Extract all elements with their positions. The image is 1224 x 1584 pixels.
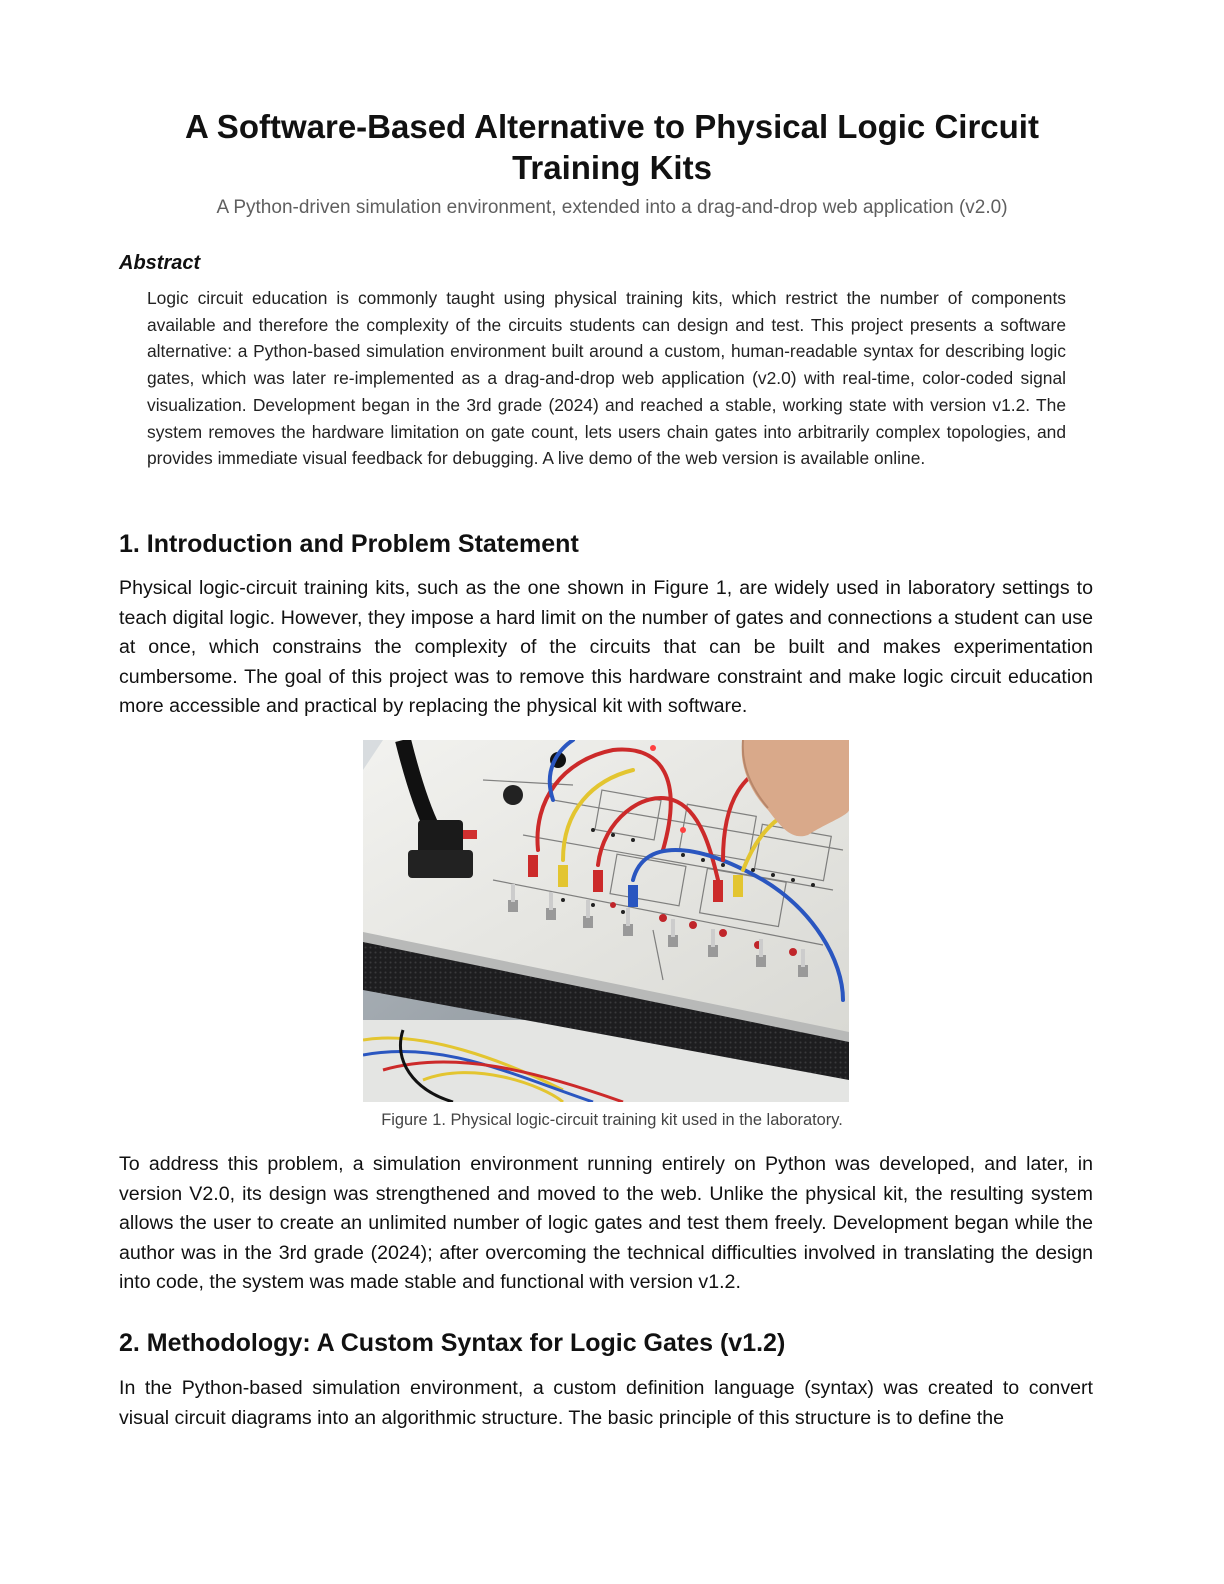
abstract-heading: Abstract	[119, 252, 201, 274]
figure-1-photo	[363, 740, 849, 1102]
section-2-heading: 2. Methodology: A Custom Syntax for Logic Gates (v1.2)	[119, 1329, 786, 1357]
section-1-paragraph-2: To address this problem, a simulation environment running entirely on Python was developed, and later, in version V2.0, its design was strengthened and moved to the web. Unlike the physical kit, the resulting system allows the user to create an unlimited number of logic gates and test them freely. Development began while the author was in the 3rd grade (2024); after overcoming the technical difficulties involved in translating the design into code, the system was made stable and functional with version v1.2.	[119, 1153, 1093, 1294]
section-2-paragraph-1: In the Python-based simulation environment, a custom definition language (syntax) was created to convert visual circuit diagrams into an algorithmic structure. The basic principle of this structure is to define the	[119, 1377, 1093, 1429]
paper-subtitle: A Python-driven simulation environment, extended into a drag-and-drop web application (v2.0)	[216, 197, 1008, 218]
section-1-heading: 1. Introduction and Problem Statement	[119, 530, 579, 558]
logic-trainer-kit-image	[363, 740, 849, 1102]
section-1-paragraph-1: Physical logic-circuit training kits, such as the one shown in Figure 1, are widely used in laboratory settings to teach digital logic. However, they impose a hard limit on the number of gates and connections a student can use at once, which constrains the complexity of the circuits that can be built and makes experimentation cumbersome. The goal of this project was to remove this hardware constraint and make logic circuit education more accessible and practical by replacing the physical kit with software.	[119, 577, 1093, 718]
paper-title: A Software-Based Alternative to Physical Logic Circuit Training Kits	[185, 108, 1039, 186]
figure-1-caption: Figure 1. Physical logic-circuit training kit used in the laboratory.	[381, 1111, 843, 1129]
abstract-text: Logic circuit education is commonly taught using physical training kits, which restrict the number of components available and therefore the complexity of the circuits students can design and test. This project presents a software alternative: a Python-based simulation environment built around a custom, human-readable syntax for describing logic gates, which was later re-implemented as a drag-and-drop web application (v2.0) with real-time, color-coded signal visualization. Development began in the 3rd grade (2024) and reached a stable, working state with version v1.2. The system removes the hardware limitation on gate count, lets users chain gates into arbitrarily complex topologies, and provides immediate visual feedback for debugging. A live demo of the web version is available online.	[147, 288, 1066, 469]
